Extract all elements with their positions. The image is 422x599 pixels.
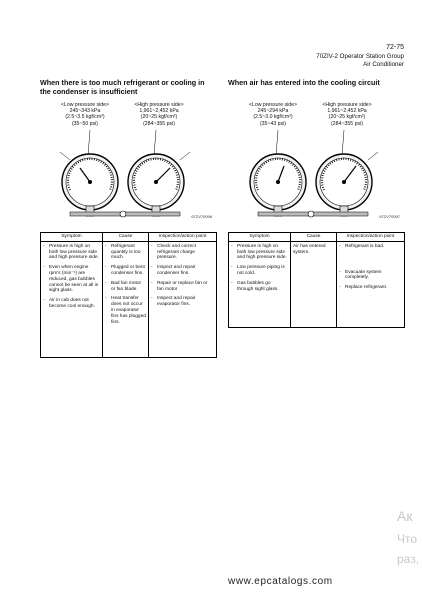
right-column <box>228 78 404 222</box>
list-item: - Replace refrigerant. <box>339 285 402 291</box>
symptom-cell <box>229 241 291 327</box>
caption-line: 245~294 kPa <box>257 108 289 115</box>
caption-line: <Low pressure side> <box>60 102 110 108</box>
header-action: Inspection/action point <box>149 233 217 242</box>
list-item: - Air in cab does not become cool enough. <box>43 298 100 310</box>
list-item-text: Refrigerant quantity is too much. <box>111 243 141 261</box>
list-item: - Even when engine rpm's (min⁻¹) are reduced, gas bubbles cannot be seen at all in sight glass. <box>43 265 99 294</box>
list-item-text: Bad fan motor or fan blade. <box>111 280 142 292</box>
low-pressure-gauge <box>250 154 306 216</box>
list-item-text: Repair or replace fan or fan motor <box>157 280 208 292</box>
high-pressure-gauge <box>316 154 372 216</box>
caption-line: (2.5~3.0 kgf/cm²) <box>253 114 293 121</box>
header-action: Inspection/action point <box>337 233 405 242</box>
header-cause: Cause <box>291 233 337 242</box>
caption-line: 245~343 kPa <box>69 108 101 115</box>
right-figure-code: 67ZV70097 <box>379 214 400 219</box>
caption-line: 1,961~2,452 kPa <box>327 108 367 115</box>
caption-line: (35~43 psi) <box>259 120 287 127</box>
list-item-text: Air has entered system. <box>293 243 326 255</box>
watermark-url: www.epcatalogs.com <box>228 576 333 587</box>
list-item-text: Low pressure piping is not cold. <box>237 265 285 276</box>
right-section-title: When air has entered into the cooling circuit <box>228 78 380 87</box>
table-header-row <box>41 233 217 242</box>
list-item: - Plugged or bent condenser fins. <box>105 265 145 276</box>
low-pressure-gauge <box>62 154 118 216</box>
list-item-text: Air in cab does not become cool enough. <box>49 298 95 309</box>
caption-line: 1,961~2,452 kPa <box>139 108 179 115</box>
gauge-manifold-illustration <box>40 102 216 222</box>
list-item: - Evacuate system completely. <box>339 270 402 282</box>
action-cell <box>337 241 405 327</box>
high-pressure-gauge <box>128 154 184 216</box>
list-item: - Low pressure piping is not cold. <box>231 265 288 277</box>
table-row <box>41 241 217 357</box>
list-item <box>293 244 334 256</box>
caption-line: <Low pressure side> <box>248 102 298 108</box>
list-item-text: Refrigerant is bad. <box>345 243 385 249</box>
left-column <box>40 78 216 222</box>
symptom-cell <box>41 241 103 357</box>
list-item: - Inspect and repair evaporator fins. <box>151 296 214 308</box>
right-diagnosis-table <box>228 232 405 328</box>
right-gauge-figure <box>228 102 404 222</box>
list-item-text: Even when engine rpm's (min⁻¹) are reduced, gas bubbles cannot be seen at all in sight glass. <box>49 265 99 294</box>
list-item: - Check and correct refrigerant charge pressure. <box>151 244 214 261</box>
corner-text: Ак <box>397 508 413 524</box>
list-item-text: Pressure is high on both low pressure side and high pressure side. <box>49 243 99 261</box>
list-item-text: Evacuate system completely. <box>345 269 382 281</box>
list-item: - Inspect and repair condenser fins. <box>151 265 214 277</box>
left-section-title: When there is too much refrigerant or cooling in the condenser is insufficient <box>40 78 205 96</box>
header-cause: Cause <box>103 233 149 242</box>
header-symptom: Symptom <box>229 233 291 242</box>
caption-line: (20~25 kgf/cm²) <box>328 114 366 121</box>
list-item-text: Gas bubbles go through sight glass. <box>237 280 279 292</box>
corner-text: раз, <box>397 552 420 566</box>
list-item: - Pressure is high on both low pressure side and high pressure side. <box>43 243 99 261</box>
list-item: - Repair or replace fan or fan motor <box>151 281 214 293</box>
corner-text: Что <box>397 532 418 546</box>
list-item: - Refrigerant is bad. <box>339 244 402 250</box>
list-item-text: Check and correct refrigerant charge pressure. <box>157 243 196 261</box>
cause-cell <box>103 241 149 357</box>
table-row <box>229 241 405 327</box>
page-number: 72-75 <box>386 44 404 51</box>
caption-line: (284~355 psi) <box>143 120 175 127</box>
cause-cell <box>291 241 337 327</box>
action-cell <box>149 241 217 357</box>
section-title-header: Air Conditioner <box>363 61 404 69</box>
caption-line: (284~355 psi) <box>331 120 363 127</box>
page-header <box>316 44 404 70</box>
header-symptom: Symptom <box>41 233 103 242</box>
caption-line: (35~50 psi) <box>71 120 99 127</box>
gauge-manifold-illustration <box>228 102 404 222</box>
list-item: - Heat transfer does not occur in evaporator fins has plugged fins. <box>105 296 146 325</box>
group-title: 70ZIV-2 Operator Station Group <box>316 52 404 60</box>
list-item-text: Inspect and repair condenser fins. <box>157 265 196 276</box>
left-figure-code: 67ZV70096 <box>191 214 212 219</box>
left-diagnosis-table <box>40 232 217 358</box>
list-item-text: Pressure is high on both low pressure side and high pressure side. <box>237 243 287 261</box>
list-item-text: Inspect and repair evaporator fins. <box>157 296 196 308</box>
list-item-text: Replace refrigerant. <box>345 285 388 291</box>
list-item: - Refrigerant quantity is too much. <box>105 244 146 261</box>
list-item-text: Heat transfer does not occur in evaporator fins has plugged fins. <box>111 296 146 325</box>
caption-line: <High pressure side> <box>134 102 184 108</box>
caption-line: (20~25 kgf/cm²) <box>140 114 178 121</box>
table-header-row <box>229 233 405 242</box>
caption-line: (2.5~3.5 kgf/cm²) <box>65 114 105 121</box>
list-item: - Gas bubbles go through sight glass. <box>231 281 288 293</box>
list-item: - Bad fan motor or fan blade. <box>105 281 146 293</box>
caption-line: <High pressure side> <box>322 102 372 108</box>
left-gauge-figure <box>40 102 216 222</box>
list-item: - Pressure is high on both low pressure side and high pressure side. <box>231 243 287 261</box>
list-item-text: Plugged or bent condenser fins. <box>111 265 145 276</box>
